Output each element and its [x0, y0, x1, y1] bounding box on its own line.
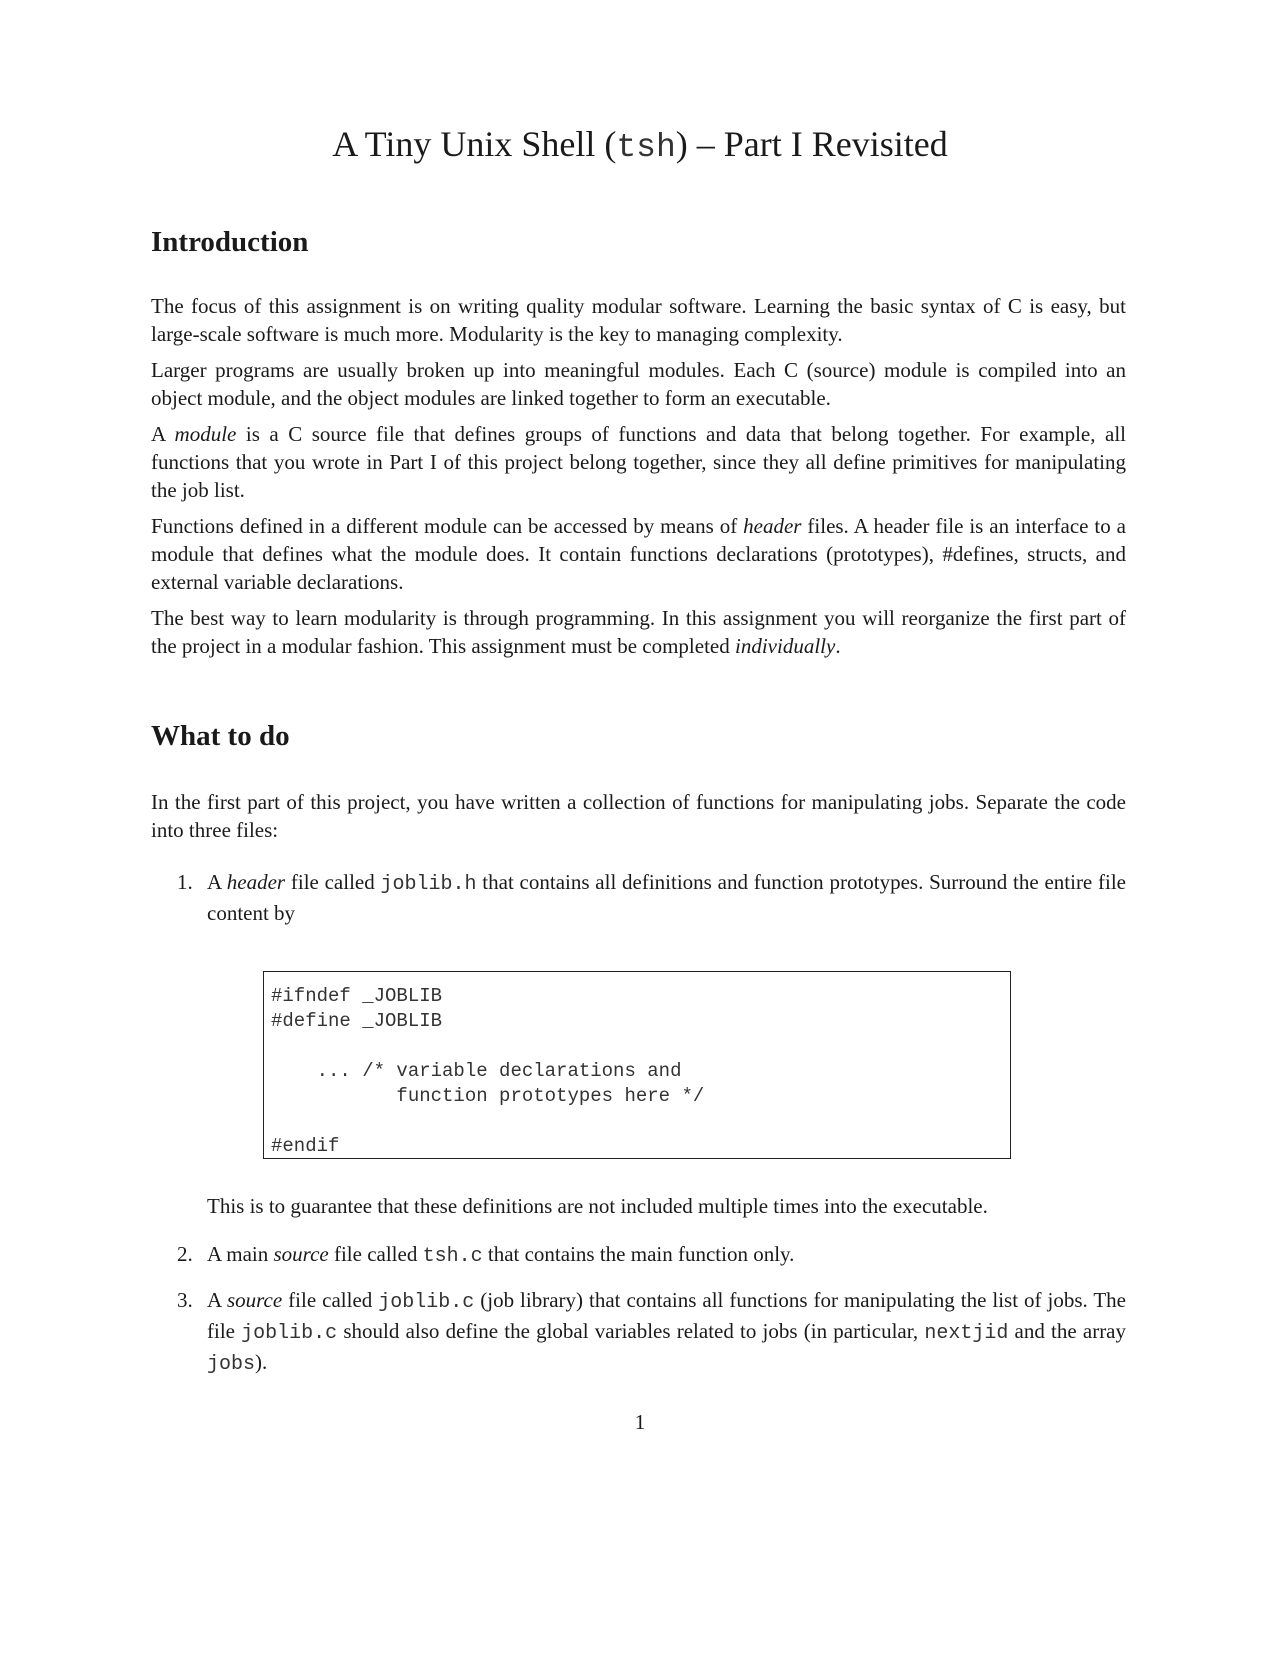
guarantee-note: This is to guarantee that these definitions are not included multiple times into the executable.: [207, 1194, 988, 1218]
intro-paragraph-3: A module is a C source file that defines groups of functions and data that belong together. For example, all functions that you wrote in Part I of this project belong together, since they all define primitives for manipulating the job list.: [151, 422, 1127, 502]
list-item: 3. A source file called joblib.c (job library) that contains all functions for manipulating the list of jobs. The file joblib.c should also define the global variables related to jobs (in particular, nextjid and the array jobs).: [177, 1288, 1127, 1376]
document-title: A Tiny Unix Shell (tsh) – Part I Revisited: [332, 124, 948, 166]
todo-paragraph: In the first part of this project, you have written a collection of functions for manipulating jobs. Separate the code into three files:: [151, 790, 1126, 842]
code-text: #ifndef _JOBLIB #define _JOBLIB ... /* variable declarations and function prototypes here */ #endif: [271, 985, 705, 1157]
list-item: 1. A header file called joblib.h that contains all definitions and function prototypes. Surround the entire file content by: [177, 870, 1126, 925]
list-item: 2. A main source file called tsh.c that contains the main function only.: [177, 1242, 795, 1268]
code-block: [263, 971, 1011, 1159]
intro-paragraph-2: Larger programs are usually broken up into meaningful modules. Each C (source) module is compiled into an object module, and the object modules are linked together to form an executable.: [151, 358, 1126, 410]
page-number: 1: [634, 1410, 646, 1434]
intro-paragraph-1: The focus of this assignment is on writing quality modular software. Learning the basic syntax of C is easy, but large-scale software is much more. Modularity is the key to managing complexity.: [151, 294, 1126, 346]
title-code: tsh: [616, 129, 676, 166]
intro-paragraph-5: The best way to learn modularity is through programming. In this assignment you will reorganize the first part of the project in a modular fashion. This assignment must be completed individually.: [151, 606, 1126, 658]
intro-paragraph-4: Functions defined in a different module can be accessed by means of header files. A header file is an interface to a module that defines what the module does. It contain functions declarations (prototypes), #defines, structs, and external variable declarations.: [151, 514, 1126, 594]
heading-introduction: Introduction: [151, 226, 309, 258]
heading-what-to-do: What to do: [151, 720, 290, 752]
